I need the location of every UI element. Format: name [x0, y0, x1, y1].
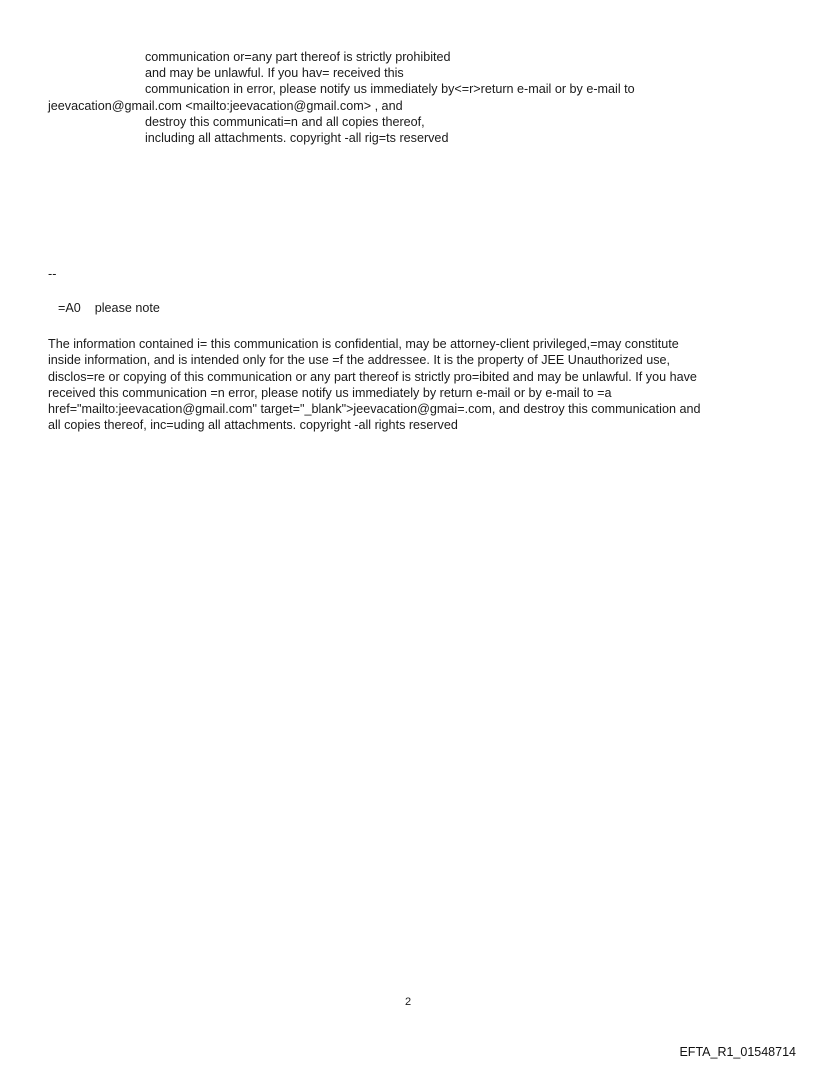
quoted-line: including all attachments. copyright -all rig=ts reserved: [145, 131, 449, 146]
quoted-line: jeevacation@gmail.com <mailto:jeevacation@gmail.com> , and: [48, 98, 403, 113]
quoted-disclaimer: [0, 49, 816, 146]
confidentiality-disclaimer: [48, 336, 778, 434]
quoted-line: and may be unlawful. If you hav= received this: [145, 66, 404, 81]
disclaimer-line: inside information, and is intended only for the use =f the addressee. It is the property of JEE Unauthorized use,: [48, 353, 671, 368]
signature-separator: --: [48, 267, 57, 281]
disclaimer-line: all copies thereof, inc=uding all attachments. copyright -all rights reserved: [48, 418, 458, 433]
disclaimer-line: The information contained i= this communication is confidential, may be attorney-client privileged,=may constitute: [48, 337, 679, 351]
page-number: 2: [404, 996, 412, 1008]
disclaimer-line: disclos=re or copying of this communication or any part thereof is strictly pro=ibited and may be unlawful. If you have: [48, 369, 697, 384]
quoted-line: communication or=any part thereof is strictly prohibited: [145, 50, 451, 64]
quoted-line: destroy this communicati=n and all copies thereof,: [145, 114, 425, 129]
quoted-line: communication in error, please notify us immediately by<=r>return e-mail or by e-mail to: [145, 82, 635, 97]
note-line: =A0 please note: [58, 301, 160, 315]
disclaimer-line: received this communication =n error, please notify us immediately by return e-mail or by e-mail to =a: [48, 385, 612, 400]
disclaimer-line: href="mailto:jeevacation@gmail.com" target="_blank">jeevacation@gmai=.com, and destroy this communication and: [48, 402, 701, 417]
bates-number: EFTA_R1_01548714: [679, 1045, 796, 1059]
